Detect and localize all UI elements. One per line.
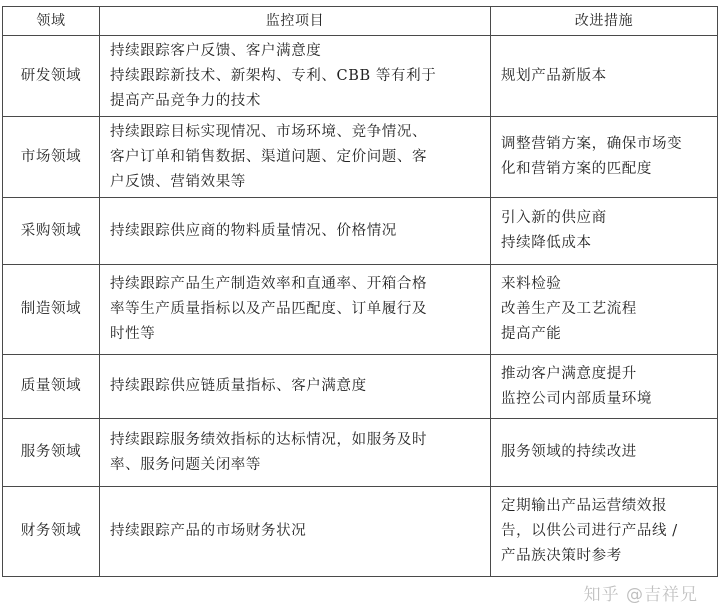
monitor-line: 持续跟踪目标实现情况、市场环境、竞争情况、 [110,123,428,140]
monitor-line: 客户订单和销售数据、渠道问题、定价问题、客 [110,148,428,165]
monitor-cell [100,117,491,198]
measure-line: 服务领域的持续改进 [501,444,637,460]
monitor-cell [100,198,491,265]
header-area: 领域 [3,7,100,36]
area-cell: 市场领域 [3,117,100,198]
monitor-cell [100,419,491,487]
header-monitor: 监控项目 [100,7,491,36]
monitor-cell [100,487,491,577]
measures-cell [491,487,718,577]
measure-line: 化和营销方案的匹配度 [501,161,652,177]
monitor-line: 提高产品竞争力的技术 [110,92,261,109]
measures-cell [491,355,718,419]
measures-cell [491,265,718,355]
table-row [3,355,718,419]
area-cell: 服务领域 [3,419,100,487]
measure-line: 产品族决策时参考 [501,548,622,564]
measure-line: 持续降低成本 [501,235,592,251]
monitor-line: 持续跟踪客户反馈、客户满意度 [110,42,322,59]
area-cell: 制造领域 [3,265,100,355]
measure-line: 推动客户满意度提升 [501,365,637,382]
area-cell: 采购领域 [3,198,100,265]
monitor-line: 率等生产质量指标以及产品匹配度、订单履行及 [110,301,428,317]
area-cell: 质量领域 [3,355,100,419]
area-cell: 研发领域 [3,36,100,117]
monitor-line: 时性等 [110,326,156,342]
table-row [3,487,718,577]
measure-line: 改善生产及工艺流程 [501,301,637,317]
measures-cell [491,36,718,117]
monitoring-table [2,6,718,577]
table-row [3,265,718,355]
monitor-line: 户反馈、营销效果等 [110,173,246,190]
monitor-cell [100,265,491,355]
monitor-line: 持续跟踪产品生产制造效率和直通率、开箱合格 [110,276,428,292]
table-row [3,419,718,487]
monitor-cell [100,36,491,117]
table-row [3,198,718,265]
monitor-line: 持续跟踪新技术、新架构、专利、CBB 等有利于 [110,67,437,84]
watermark: 知乎 @吉祥兄 [583,585,698,605]
monitor-line: 持续跟踪服务绩效指标的达标情况，如服务及时 [110,431,428,448]
measures-cell [491,198,718,265]
measure-line: 调整营销方案，确保市场变 [501,136,683,152]
measure-line: 告，以供公司进行产品线 / [501,523,678,539]
measure-line: 提高产能 [501,326,562,342]
measures-cell [491,419,718,487]
monitor-line: 持续跟踪产品的市场财务状况 [110,523,307,539]
table-row [3,117,718,198]
table-row [3,36,718,117]
measure-line: 规划产品新版本 [501,67,607,84]
measure-line: 监控公司内部质量环境 [501,390,652,407]
measure-line: 定期输出产品运营绩效报 [501,498,668,514]
monitor-line: 持续跟踪供应商的物料质量情况、价格情况 [110,222,397,239]
measures-cell [491,117,718,198]
table-header-row [3,7,718,36]
monitor-cell [100,355,491,419]
measure-line: 来料检验 [501,276,562,292]
measure-line: 引入新的供应商 [501,210,607,226]
monitor-line: 率、服务问题关闭率等 [110,456,261,473]
monitor-line: 持续跟踪供应链质量指标、客户满意度 [110,378,367,394]
header-measures: 改进措施 [491,7,718,36]
area-cell: 财务领域 [3,487,100,577]
